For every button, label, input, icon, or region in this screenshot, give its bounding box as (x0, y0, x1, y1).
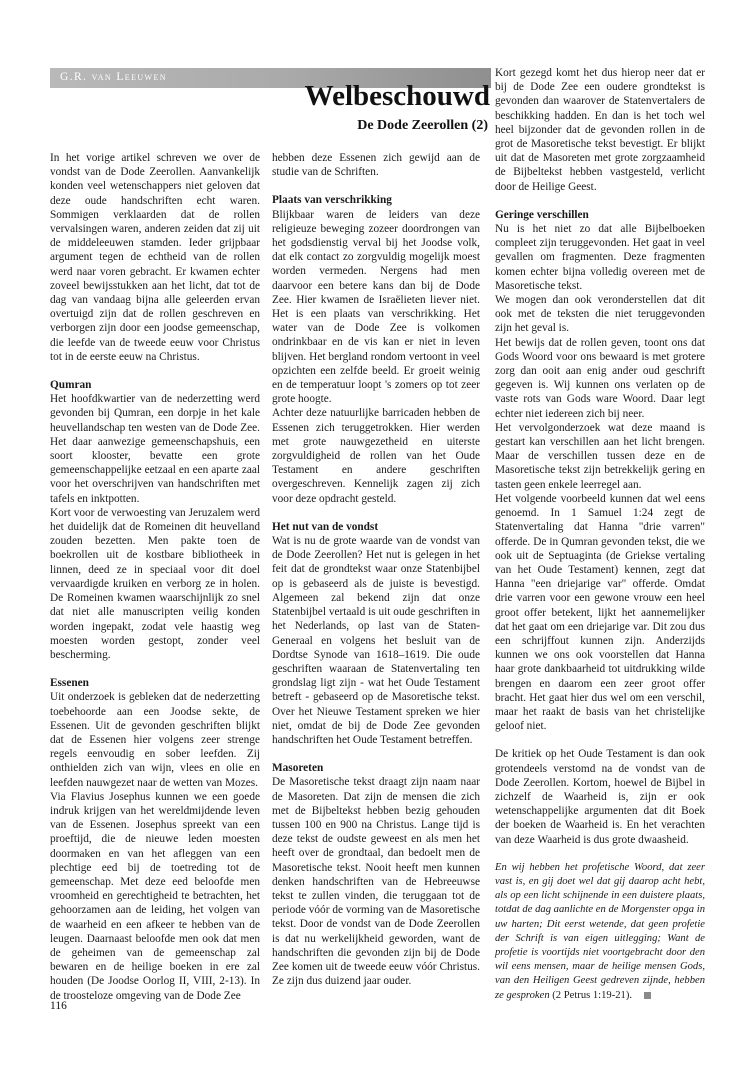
paragraph: Het volgende voorbeeld kunnen dat wel eens genoemd. In 1 Samuel 1:24 zegt de Statenvertaling dat Hanna "drie varren" offerde. De in Qumran gevonden tekst, die we ook uit de Septuaginta (de Griekse vertaling van het Oude Testament) kennen, zegt dat Hanna "een driejarige var" offerde. Omdat drie varren voor een gewone vrouw een heel groot offer betekent, lijkt het aannemelijker dat het gaat om een driejarige var. Dit zou dus een schrijffout kunnen zijn. Anderzijds kunnen we ons ook voorstellen dat Hanna haar grote dankbaarheid tot uitdrukking wilde brengen en daarom een zeer groot offer bracht. Het gaat hier dus wel om een verschil, maar het raakt de basis van het christelijke geloof niet. (495, 492, 705, 733)
paragraph: De Masoretische tekst draagt zijn naam naar de Masoreten. Dat zijn de mensen die zich met de Bijbeltekst hebben bezig gehouden tussen 100 en 900 na Christus. Lange tijd is deze tekst de oudste geweest en als men het heeft over de grondtaal, dan bedoelt men de Masoretische tekst. Nooit heeft men kunnen denken handschriften van de Hebreeuwse tekst te zullen vinden, die teruggaan tot de periode vóór de vorming van de Masoretische tekst. Door de vondst van de Dode Zeerollen is dat nu werkelijkheid geworden, want de handschriften die gevonden zijn bij de Dode Zee komen uit de tweede eeuw vóór Christus. Ze zijn dus duizend jaar ouder. (272, 776, 480, 988)
paragraph: Het vervolgonderzoek wat deze maand is gestart kan verschillen aan het licht brengen. Maar de verschillen tussen deze en de Masoretische tekst zijn betrekkelijk gering en tasten geen enkele leerregel aan. (495, 421, 705, 491)
paragraph: Nu is het niet zo dat alle Bijbelboeken compleet zijn teruggevonden. Het gaat in veel gevallen om fragmenten. Deze fragmenten komen echter bijna volledig overeen met de Masoretische tekst. (495, 223, 705, 292)
bible-quote (495, 861, 705, 1003)
paragraph: We mogen dan ook veronderstellen dat dit ook met de teksten die niet teruggevonden zijn het geval is. (495, 294, 705, 335)
heading-plaats-van-verschrikking: Plaats van verschrikking (272, 194, 392, 207)
paragraph: Wat is nu de grote waarde van de vondst van de Dode Zeerollen? Het nut is gelegen in het feit dat de grondtekst waar onze Statenbijbel op is gebaseerd als de juiste is bevestigd. Algemeen zal bekend zijn dat onze Statenbijbel vertaald is uit oude geschriften in het Nederlands, op last van de Staten-Generaal en volgens het besluit van de Dordtse Synode van 1618–1619. Die oude geschriften waaraan de Statenvertaling ten grondslag ligt zijn - wat het Oude Testament betreft - gebaseerd op de Masoretische tekst. Over het Nieuwe Testament spreken we hier niet, omdat de bij de Dode Zee gevonden handschriften het Oude Testament betreffen. (272, 535, 480, 746)
column-1 (50, 151, 260, 1003)
paragraph: De kritiek op het Oude Testament is dan ook grotendeels verstomd na de vondst van de Dode Zeerollen. Kortom, hoewel de Bijbel in zichzelf de Waarheid is, zijn er ook wetenschappelijke argumenten dat dit Boek der boeken de Waarheid is. En het verachten van deze Waarheid is dus grote dwaasheid. (495, 748, 705, 846)
end-mark-icon (644, 992, 651, 999)
page-number: 116 (50, 1000, 67, 1012)
paragraph-intro: In het vorige artikel schreven we over de vondst van de Dode Zeerollen. Aanvankelijk konden veel wetenschappers niet geloven dat deze oude handschriften echt waren. Sommigen verklaarden dat de rollen vervalsingen waren, anderen zeiden dat zij uit de middeleeuwen stamden. Ieder grijpbaar argument tegen de echtheid van de rollen werd naar voren gebracht. Er kwamen echter zoveel bewijsstukken aan het licht, dat tot de dag van vandaag bijna alle geleerden ervan overtuigd zijn dat de rollen geschreven en verborgen zijn door een joodse gemeenschap, die leefde van de tweede eeuw voor Christus tot in de eerste eeuw na Christus. (50, 152, 260, 363)
paragraph: Via Flavius Josephus kunnen we een goede indruk krijgen van het wereldmijdende leven van de Essenen. Josephus spreekt van een proeftijd, die de nieuwe leden moesten doormaken en van het afleggen van een plechtige eed bij de toetreding tot de gemeenschap. Met deze eed beloofde men vroomheid en gerechtigheid te betrachten, het gehoorzamen aan de leiding, het volgen van de waarheid en een afkeer te hebben van de leugen. Daarnaast beloofde men ook dat men de geheimen van de gemeenschap zal bewaren en de heilige boeken in ere zal houden (De Joodse Oorlog II, VIII, 2-13). In de troosteloze omgeving van de Dode Zee (50, 790, 260, 1002)
heading-masoreten: Masoreten (272, 762, 324, 775)
heading-qumran: Qumran (50, 379, 92, 392)
paragraph: Achter deze natuurlijke barricaden hebben de Essenen zich teruggetrokken. Hier werden met grote nauwgezetheid en uiterste zorgvuldigheid de rollen van het Oude Testament en andere geschriften overgeschreven. Kennelijk zagen zij zich voor deze opdracht gesteld. (272, 407, 480, 505)
spacer (495, 733, 705, 747)
column-3 (495, 66, 705, 1003)
spacer (495, 847, 705, 861)
quote-text: En wij hebben het profetische Woord, dat zeer vast is, en gij doet wel dat gij daarop acht hebt, als op een licht schijnende in een duistere plaats, totdat de dag aanlichte en de Morgenster opga in uw harten; Dit eerst wetende, dat geen profetie der Schrift is van eigen uitlegging; Want de profetie is voortijds niet voortgebracht door den wil eens mensen, maar de heilige mensen Gods, van den Heiligen Geest gedreven zijnde, hebben ze gesproken (495, 861, 705, 1001)
paragraph: Uit onderzoek is gebleken dat de nederzetting toebehoorde aan een Joodse sekte, de Essenen. Uit de gevonden geschriften blijkt dat de Essenen hier volgens zeer strenge regels eenvoudig en sober leefden. Zij onthielden zich van wijn, vlees en olie en leefden nauwgezet naar de wetten van Mozes. (50, 691, 260, 789)
paragraph: Het hoofdkwartier van de nederzetting werd gevonden bij Qumran, een dorpje in het kale heuvellandschap ten westen van de Dode Zee. Het daar aanwezige gemeenschapshuis, een soort klooster, bevatte een grote gemeenschappelijke eetzaal en een aparte zaal voor het overschrijven van handschriften met tafels en inktpotten. (50, 393, 260, 505)
paragraph: hebben deze Essenen zich gewijd aan de studie van de Schriften. (272, 152, 480, 179)
article-subtitle: De Dode Zeerollen (2) (357, 118, 488, 133)
quote-reference: (2 Petrus 1:19-21). (552, 989, 633, 1001)
heading-nut-van-de-vondst: Het nut van de vondst (272, 520, 379, 533)
paragraph: Kort voor de verwoesting van Jeruzalem werd het duidelijk dat de Romeinen dit heuvelland zouden bezetten. Men pakte toen de boekrollen uit de kostbare bibliotheek in linnen, deed ze in speciaal voor dit doel vervaardigde kruiken en verborg ze in holen. De Romeinen kwamen waarschijnlijk zo snel dat niet alle manuscripten veilig konden worden ingepakt, zodat vele haastig weg moesten worden gestopt, zonder veel bescherming. (50, 506, 260, 661)
heading-geringe-verschillen: Geringe verschillen (495, 208, 589, 221)
heading-essenen: Essenen (50, 677, 89, 690)
page-title: Welbeschouwd (304, 80, 490, 112)
author-name: G.R. van Leeuwen (60, 71, 167, 83)
paragraph: Het bewijs dat de rollen geven, toont ons dat Gods Woord voor ons bewaard is met grotere zorg dan ooit aan enig ander oud geschrift gegeven is. Wij kunnen ons verlaten op de vaste rots van Gods ware Woord. Daar legt echter niet iedereen zich bij neer. (495, 336, 705, 420)
paragraph: Blijkbaar waren de leiders van deze religieuze beweging zozeer doordrongen van het godsdienstig verval bij het Joodse volk, dat elk contact zo zorgvuldig mogelijk moest worden vermeden. Nergens had men daarvoor een betere kans dan bij de Dode Zee. Hier kwamen de Israëlieten liever niet. Het is een plaats van verschrikking. Het water van de Dode Zee is volkomen ondrinkbaar en de vis kan er niet in leven blijven. Het bergland rondom vertoont in veel opzichten een zelfde beeld. Er groeit weinig en de temperatuur loopt 's zomers op tot zeer grote hoogte. (272, 208, 480, 406)
paragraph: Kort gezegd komt het dus hierop neer dat er bij de Dode Zee een oudere grondtekst is gevonden dan waarover de Statenvertalers de beschikking hadden. En dan is het toch wel heel bijzonder dat de gevonden rollen in de grot de Masoretische tekst bevestigt. Er blijkt uit dat de Masoreten met grote zorgzaamheid de Bijbeltekst hebben vastgesteld, verlicht door de Heilige Geest. (495, 67, 705, 193)
column-2 (272, 151, 480, 988)
